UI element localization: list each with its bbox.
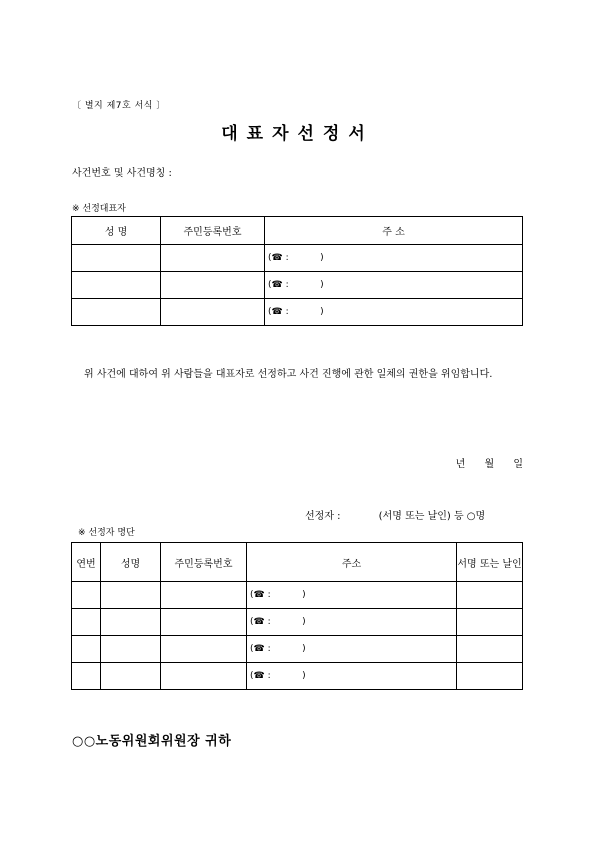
address-cell[interactable]: (☎ : ) [247, 609, 457, 636]
form-number: 〔 별지 제7호 서식 〕 [72, 101, 166, 111]
table-header-row [72, 217, 523, 245]
name-cell[interactable] [101, 663, 161, 690]
appointer-signature-line: 선정자 : (서명 또는 날인) 등 ○명 [305, 511, 486, 522]
section-representatives-label: ※ 선정대표자 [72, 204, 126, 214]
name-cell[interactable] [72, 245, 161, 272]
resident-number-cell[interactable] [161, 272, 265, 299]
table-row [72, 582, 523, 609]
table-row [72, 272, 523, 299]
address-cell[interactable]: (☎ : ) [265, 272, 523, 299]
header-signature: 서명 또는 날인 [457, 543, 523, 582]
header-resident-number: 주민등록번호 [161, 543, 247, 582]
signature-cell[interactable] [457, 609, 523, 636]
date-line: 년 월 일 [455, 459, 523, 470]
header-serial-number: 연번 [72, 543, 101, 582]
table-row [72, 663, 523, 690]
appointers-table [71, 542, 523, 690]
address-cell[interactable]: (☎ : ) [247, 663, 457, 690]
case-number-label: 사건번호 및 사건명칭 : [72, 168, 172, 179]
resident-number-cell[interactable] [161, 636, 247, 663]
document-title: 대표자선정서 [221, 124, 374, 144]
serial-cell[interactable] [72, 582, 101, 609]
name-cell[interactable] [101, 582, 161, 609]
header-address: 주소 [247, 543, 457, 582]
serial-cell[interactable] [72, 609, 101, 636]
address-cell[interactable]: (☎ : ) [247, 582, 457, 609]
table-row [72, 299, 523, 326]
resident-number-cell[interactable] [161, 582, 247, 609]
name-cell[interactable] [101, 636, 161, 663]
resident-number-cell[interactable] [161, 245, 265, 272]
address-cell[interactable]: (☎ : ) [247, 636, 457, 663]
header-name: 성명 [101, 543, 161, 582]
resident-number-cell[interactable] [161, 609, 247, 636]
resident-number-cell[interactable] [161, 299, 265, 326]
resident-number-cell[interactable] [161, 663, 247, 690]
table-row [72, 245, 523, 272]
name-cell[interactable] [72, 272, 161, 299]
serial-cell[interactable] [72, 636, 101, 663]
header-address: 주 소 [265, 217, 523, 245]
name-cell[interactable] [101, 609, 161, 636]
header-name: 성 명 [72, 217, 161, 245]
address-cell[interactable]: (☎ : ) [265, 299, 523, 326]
header-resident-number: 주민등록번호 [161, 217, 265, 245]
table-row [72, 636, 523, 663]
serial-cell[interactable] [72, 663, 101, 690]
section-appointers-label: ※ 선정자 명단 [78, 528, 135, 538]
address-cell[interactable]: (☎ : ) [265, 245, 523, 272]
table-row [72, 609, 523, 636]
table-header-row [72, 543, 523, 582]
representatives-table [71, 216, 523, 326]
addressee: ○○노동위원회위원장 귀하 [72, 734, 232, 749]
signature-cell[interactable] [457, 663, 523, 690]
signature-cell[interactable] [457, 636, 523, 663]
name-cell[interactable] [72, 299, 161, 326]
delegation-statement: 위 사건에 대하여 위 사람들을 대표자로 선정하고 사건 진행에 관한 일체의 권한을 위임합니다. [84, 369, 493, 380]
signature-cell[interactable] [457, 582, 523, 609]
